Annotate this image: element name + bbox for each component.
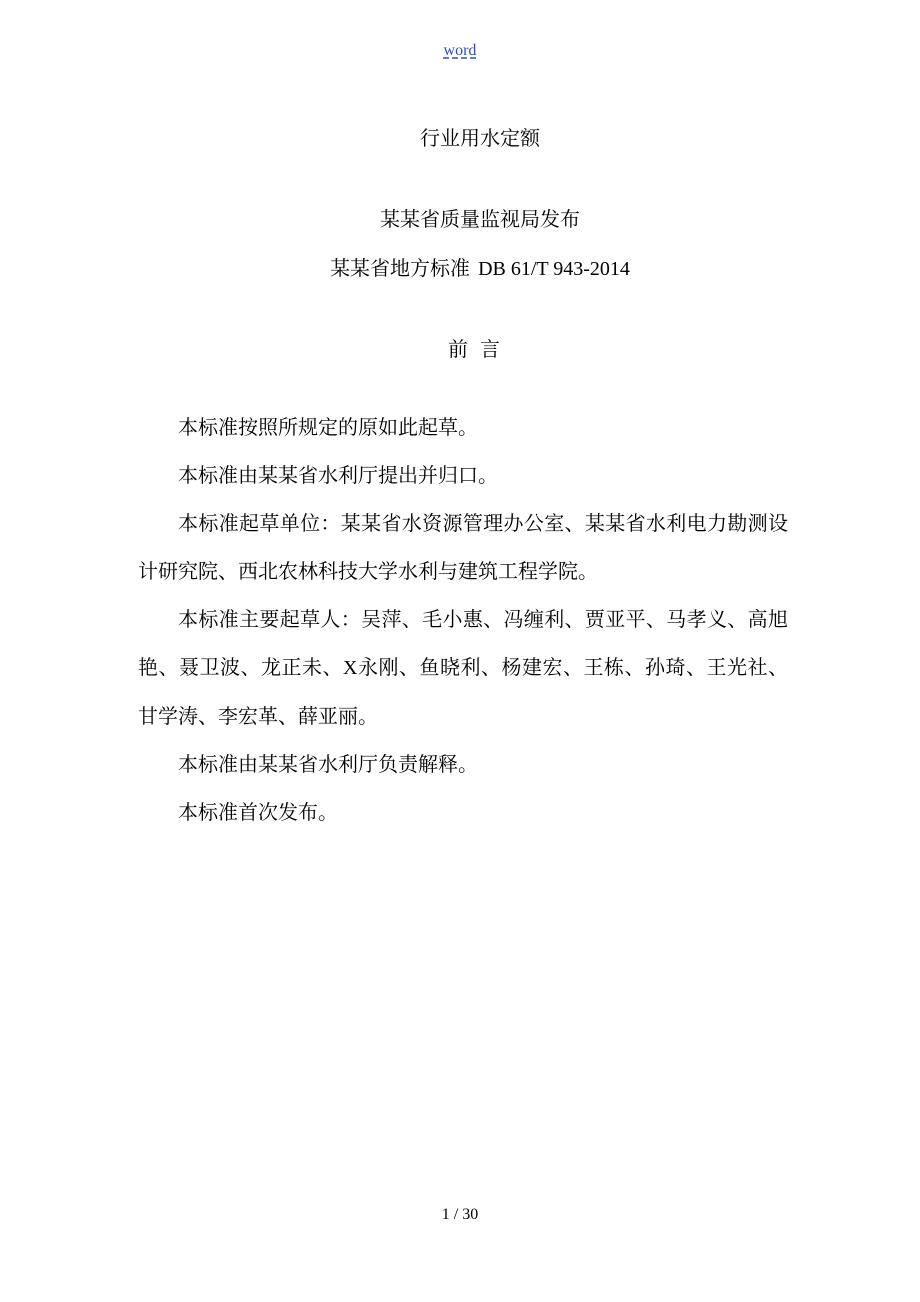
standard-label: 某某省地方标准 — [330, 256, 471, 280]
preface-heading: 前言 — [448, 337, 512, 361]
page-indicator: 1 / 30 — [441, 1206, 479, 1223]
paragraph-drafters — [138, 595, 788, 740]
preface-body — [138, 403, 788, 836]
paragraph-proposer: 本标准由某某省水利厅提出并归口。 — [178, 463, 498, 487]
paragraph-drafting-rules: 本标准按照所规定的原如此起草。 — [178, 415, 478, 439]
drafters-part-1: 本标准主要起草人：吴萍、毛小惠、冯缠利、贾亚平、马孝义、高旭艳、聂卫波、龙正未、 — [138, 607, 788, 679]
document-title: 行业用水定额 — [420, 126, 540, 150]
standard-code: DB 61/T 943-2014 — [478, 258, 630, 280]
header-word-link[interactable]: word — [443, 42, 477, 59]
paragraph-interpretation: 本标准由某某省水利厅负责解释。 — [178, 752, 478, 776]
paragraph-drafting-units: 本标准起草单位：某某省水资源管理办公室、某某省水利电力勘测设计研究院、西北农林科技大学水利与建筑工程学院。 — [138, 511, 788, 583]
drafters-latin-initial: X — [343, 657, 358, 679]
standard-line — [0, 254, 920, 283]
paragraph-first-release: 本标准首次发布。 — [178, 800, 338, 824]
drafters-part-2: 永刚、鱼晓利、杨建宏、王栋、孙琦、王光社、甘学涛、李宏革、薛亚丽。 — [138, 655, 789, 728]
issuer-line: 某某省质量监视局发布 — [380, 207, 580, 231]
